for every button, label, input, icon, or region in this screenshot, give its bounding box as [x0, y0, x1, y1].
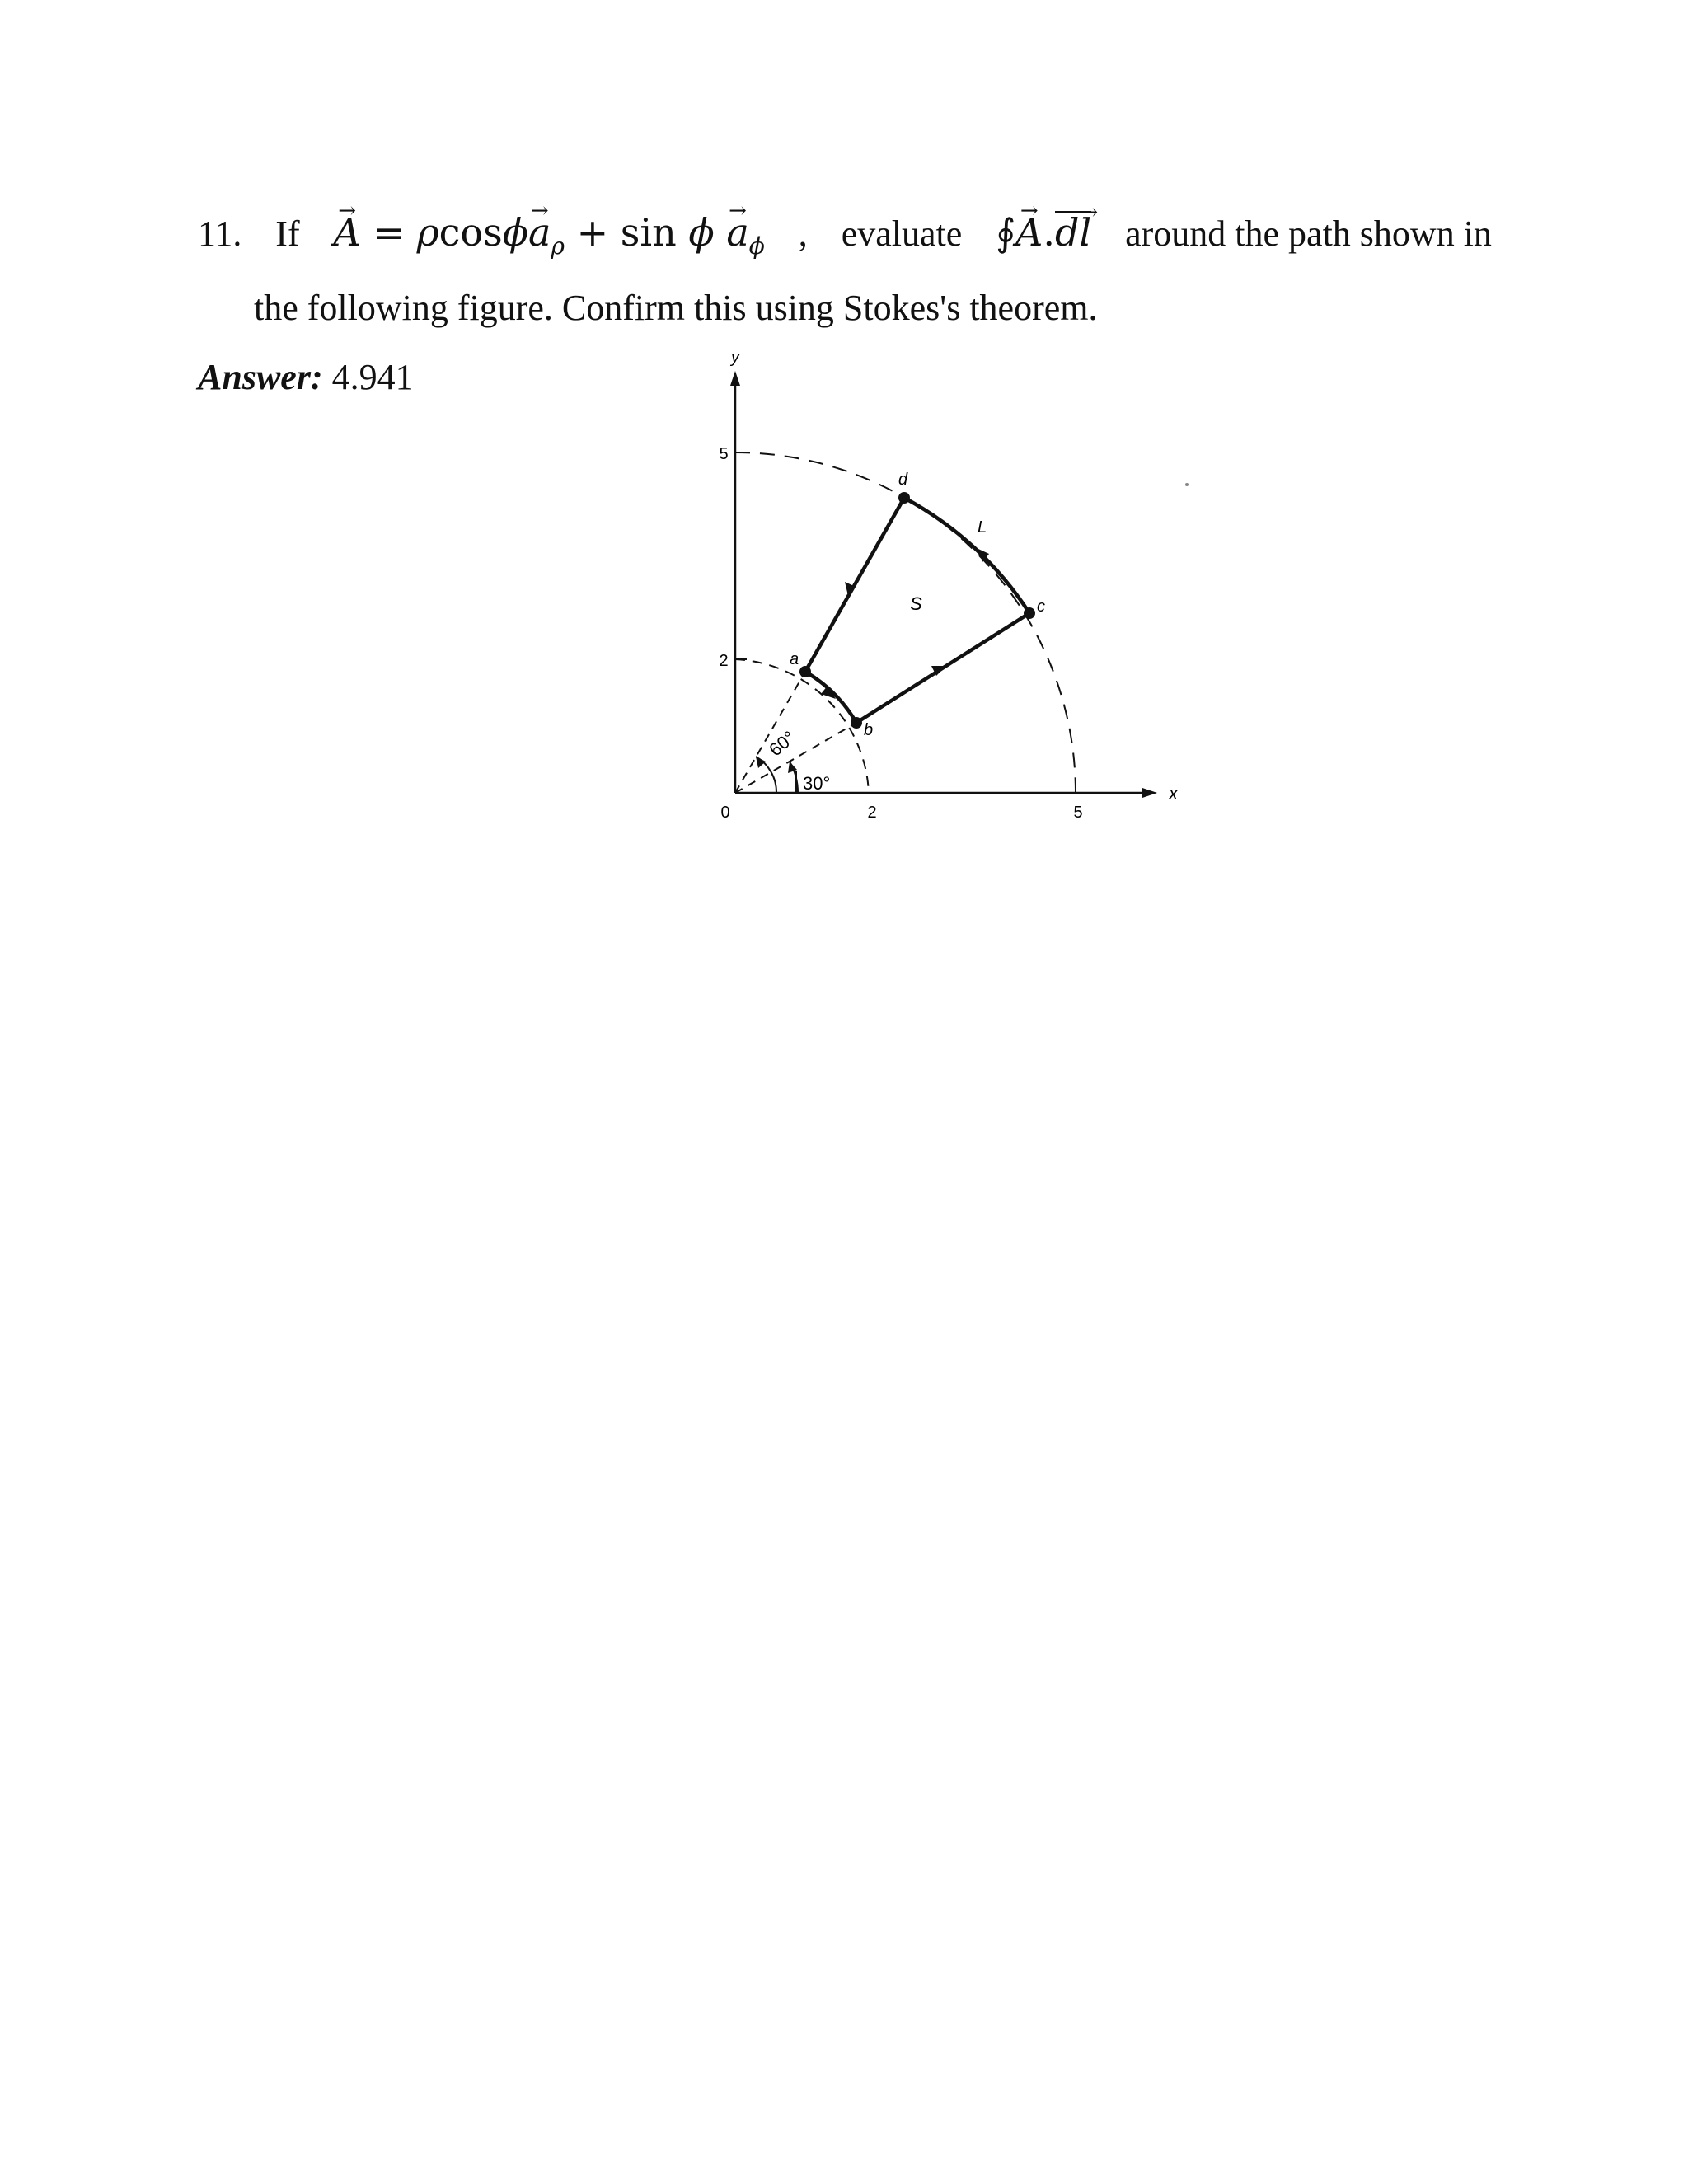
if-text: If [275, 213, 300, 254]
origin-label: 0 [720, 804, 730, 822]
path-segment-da [805, 498, 904, 672]
answer-label: Answer: [198, 357, 323, 397]
cos-function: cos [438, 210, 503, 255]
point-a-label: a [790, 650, 799, 668]
y-axis-arrow-icon [730, 371, 740, 386]
vector-A: → A [334, 208, 361, 257]
question-number: 11. [198, 213, 242, 254]
point-d-dot [898, 492, 910, 504]
point-c-dot [1024, 607, 1035, 619]
angle-30-label: 30° [803, 773, 831, 794]
angle-arc-30-arrow-icon [788, 762, 797, 773]
y-tick-2-label: 2 [719, 652, 729, 670]
phi-symbol-2: ϕ [688, 210, 715, 255]
surface-S-label: S [910, 593, 922, 614]
plus-sign: + [576, 210, 609, 255]
point-c-label: c [1037, 598, 1045, 616]
integral-vector-A: → A [1015, 208, 1043, 257]
point-d-label: d [898, 471, 908, 489]
axis-y-label: y [731, 349, 739, 367]
path-segment-cd [904, 498, 1029, 613]
x-tick-5-label: 5 [1073, 804, 1083, 822]
comma: , [798, 213, 808, 254]
answer-value: 4.941 [331, 357, 414, 397]
angle-60-label: 60° [765, 726, 799, 761]
point-a-dot [799, 666, 811, 677]
rho-symbol: ρ [416, 210, 439, 255]
question-tail-text: around the path shown in [1125, 213, 1492, 254]
vector-dl: dl → [1055, 208, 1091, 257]
x-axis-arrow-icon [1142, 788, 1157, 798]
sin-function: sin [620, 210, 677, 255]
evaluate-text: evaluate [841, 213, 963, 254]
question-line-2: the following figure. Confirm this using Stokes's theorem. [254, 288, 1098, 328]
unit-vector-a-rho: → a [528, 208, 551, 257]
x-tick-2-label: 2 [867, 804, 877, 822]
axis-x-label: x [1169, 783, 1178, 804]
arc-radius-2 [735, 659, 869, 793]
phi-symbol: ϕ [502, 210, 529, 255]
dot-operator: . [1043, 210, 1056, 255]
subscript-phi: ϕ [748, 232, 765, 260]
y-tick-5-label: 5 [719, 445, 729, 463]
point-b-label: b [864, 721, 874, 739]
curve-L-label: L [978, 518, 987, 537]
contour-integral-symbol: ∮ [996, 210, 1016, 255]
angle-arc-60-arrow-icon [756, 757, 766, 768]
point-b-dot [851, 717, 862, 729]
speck [1185, 483, 1189, 486]
subscript-rho: ρ [551, 232, 565, 260]
unit-vector-a-phi: → a [726, 208, 748, 257]
equals-sign: = [373, 210, 405, 255]
